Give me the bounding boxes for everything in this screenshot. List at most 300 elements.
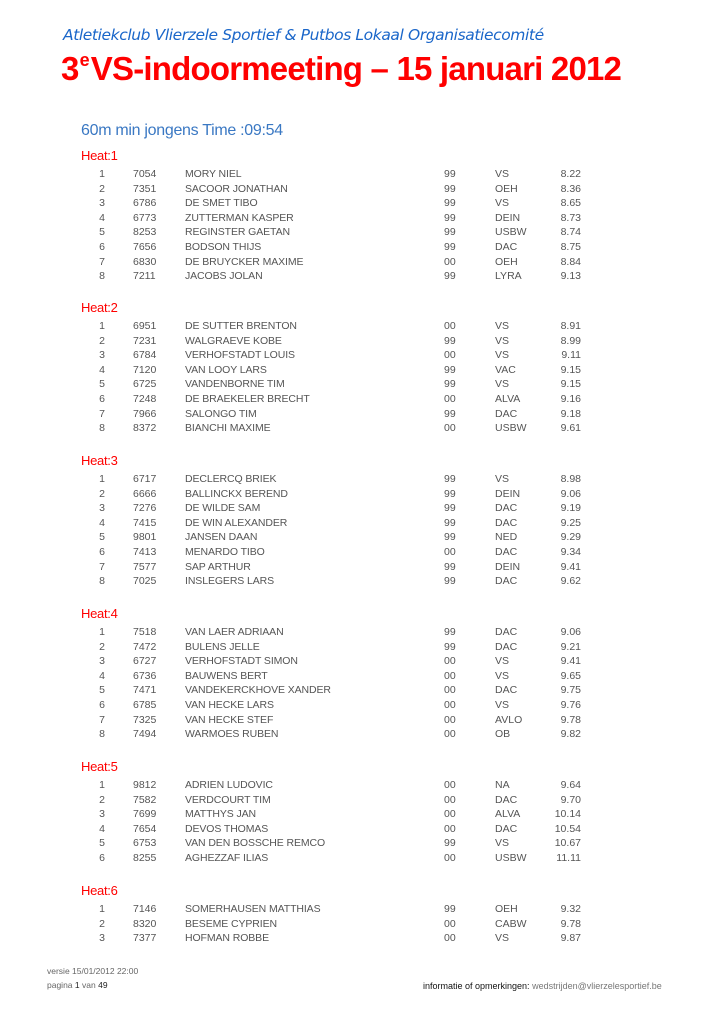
cell-bib: 6786 [133, 197, 157, 210]
cell-club: DAC [495, 822, 518, 835]
cell-pos: 3 [99, 197, 105, 210]
cell-name: DE WILDE SAM [185, 502, 261, 515]
page-sep: van [82, 980, 96, 990]
cell-pos: 1 [99, 320, 105, 332]
cell-bib: 9812 [133, 779, 157, 791]
result-row [0, 918, 725, 933]
cell-year: 99 [444, 197, 456, 210]
heat-label: Heat:3 [81, 453, 118, 468]
cell-name: BALLINCKX BEREND [185, 487, 288, 500]
heat-label: Heat:6 [81, 883, 118, 898]
cell-name: VAN DEN BOSSCHE REMCO [185, 837, 326, 850]
cell-year: 00 [444, 546, 456, 558]
result-row [0, 531, 725, 546]
cell-club: DAC [495, 407, 518, 420]
result-row [0, 408, 725, 423]
cell-time: 9.34 [560, 546, 581, 558]
cell-name: BODSON THIJS [185, 241, 262, 253]
result-row [0, 837, 725, 852]
cell-bib: 7231 [133, 334, 157, 347]
cell-pos: 1 [99, 626, 105, 638]
cell-time: 9.41 [560, 655, 581, 668]
cell-club: DAC [495, 684, 518, 697]
cell-bib: 8320 [133, 917, 157, 930]
cell-pos: 8 [99, 270, 105, 283]
cell-time: 8.98 [560, 473, 581, 485]
cell-year: 99 [444, 241, 456, 253]
meeting-title [61, 50, 621, 88]
result-row [0, 728, 725, 743]
result-row [0, 422, 725, 437]
cell-time: 8.73 [560, 211, 581, 224]
cell-pos: 6 [99, 852, 105, 864]
result-row [0, 393, 725, 408]
cell-time: 9.75 [560, 684, 581, 697]
cell-name: SAP ARTHUR [185, 560, 251, 573]
cell-year: 00 [444, 699, 456, 711]
cell-year: 00 [444, 393, 456, 405]
cell-club: OEH [495, 255, 518, 268]
cell-bib: 7025 [133, 575, 157, 588]
cell-pos: 2 [99, 182, 105, 195]
info-email[interactable]: wedstrijden@vlierzelesportief.be [532, 981, 662, 991]
cell-bib: 7699 [133, 808, 157, 821]
cell-club: VS [495, 655, 510, 668]
cell-bib: 6784 [133, 349, 157, 362]
result-row [0, 270, 725, 285]
cell-club: DEIN [495, 560, 521, 573]
cell-name: BIANCHI MAXIME [185, 422, 271, 435]
result-row [0, 226, 725, 241]
cell-bib: 6727 [133, 655, 157, 668]
cell-year: 99 [444, 226, 456, 239]
cell-name: DE SMET TIBO [185, 197, 258, 210]
cell-year: 99 [444, 270, 456, 283]
cell-pos: 2 [99, 917, 105, 930]
result-row [0, 808, 725, 823]
result-row [0, 575, 725, 590]
cell-year: 99 [444, 363, 456, 376]
result-row [0, 641, 725, 656]
cell-name: SACOOR JONATHAN [185, 182, 288, 195]
cell-bib: 6736 [133, 669, 157, 682]
cell-year: 99 [444, 516, 456, 529]
cell-time: 9.61 [560, 422, 581, 435]
cell-year: 00 [444, 932, 456, 945]
cell-club: USBW [495, 226, 527, 239]
page-prefix: pagina [47, 980, 73, 990]
cell-pos: 1 [99, 473, 105, 485]
cell-bib: 7120 [133, 363, 157, 376]
result-row [0, 932, 725, 947]
result-row [0, 684, 725, 699]
cell-name: HOFMAN ROBBE [185, 932, 269, 945]
cell-name: VANDENBORNE TIM [185, 378, 285, 391]
cell-bib: 6666 [133, 487, 157, 500]
cell-name: AGHEZZAF ILIAS [185, 852, 269, 864]
cell-pos: 3 [99, 932, 105, 945]
cell-name: JANSEN DAAN [185, 531, 258, 544]
cell-bib: 7146 [133, 903, 157, 915]
cell-year: 00 [444, 255, 456, 268]
title-number: 3 [61, 50, 79, 87]
cell-time: 9.16 [560, 393, 581, 405]
cell-year: 99 [444, 473, 456, 485]
result-row [0, 903, 725, 918]
cell-pos: 6 [99, 241, 105, 253]
cell-pos: 5 [99, 837, 105, 850]
cell-bib: 6830 [133, 255, 157, 268]
cell-club: OB [495, 728, 511, 741]
cell-time: 9.41 [560, 560, 581, 573]
cell-year: 99 [444, 837, 456, 850]
cell-bib: 6785 [133, 699, 157, 711]
cell-pos: 2 [99, 640, 105, 653]
cell-pos: 7 [99, 255, 105, 268]
cell-pos: 2 [99, 334, 105, 347]
cell-club: VS [495, 932, 510, 945]
cell-name: VAN LAER ADRIAAN [185, 626, 284, 638]
cell-name: WARMOES RUBEN [185, 728, 279, 741]
result-row [0, 241, 725, 256]
cell-club: VS [495, 334, 510, 347]
heat-label: Heat:2 [81, 300, 118, 315]
result-row [0, 561, 725, 576]
result-row [0, 517, 725, 532]
cell-pos: 4 [99, 516, 105, 529]
cell-club: VAC [495, 363, 516, 376]
result-row [0, 183, 725, 198]
footer-version: versie 15/01/2012 22:00 [47, 966, 139, 976]
page-current: 1 [74, 980, 80, 990]
result-row [0, 212, 725, 227]
cell-club: LYRA [495, 270, 522, 283]
cell-name: DECLERCQ BRIEK [185, 473, 277, 485]
cell-pos: 3 [99, 655, 105, 668]
cell-club: OEH [495, 903, 518, 915]
heat-label: Heat:4 [81, 606, 118, 621]
cell-club: OEH [495, 182, 518, 195]
cell-name: DE BRUYCKER MAXIME [185, 255, 304, 268]
cell-name: VANDEKERCKHOVE XANDER [185, 684, 331, 697]
cell-bib: 6773 [133, 211, 157, 224]
result-row [0, 794, 725, 809]
cell-time: 9.13 [560, 270, 581, 283]
cell-pos: 1 [99, 903, 105, 915]
cell-year: 99 [444, 182, 456, 195]
result-row [0, 714, 725, 729]
result-row [0, 699, 725, 714]
cell-club: VS [495, 473, 510, 485]
cell-time: 9.65 [560, 669, 581, 682]
cell-time: 9.06 [560, 626, 581, 638]
cell-pos: 5 [99, 684, 105, 697]
cell-year: 00 [444, 779, 456, 791]
cell-year: 00 [444, 669, 456, 682]
result-row [0, 168, 725, 183]
cell-pos: 4 [99, 363, 105, 376]
cell-time: 8.75 [560, 241, 581, 253]
cell-time: 8.22 [560, 168, 581, 180]
cell-time: 11.11 [556, 852, 581, 864]
organizer-title: Atletiekclub Vlierzele Sportief & Putbos Lokaal Organisatiecomité [63, 26, 544, 44]
result-row [0, 488, 725, 503]
cell-bib: 8255 [133, 852, 157, 864]
heat-label: Heat:5 [81, 759, 118, 774]
cell-time: 9.78 [560, 917, 581, 930]
cell-year: 00 [444, 349, 456, 362]
cell-name: REGINSTER GAETAN [185, 226, 290, 239]
cell-bib: 8253 [133, 226, 157, 239]
result-row [0, 546, 725, 561]
result-row [0, 670, 725, 685]
cell-name: VERHOFSTADT SIMON [185, 655, 298, 668]
cell-year: 00 [444, 713, 456, 726]
cell-time: 9.82 [560, 728, 581, 741]
cell-pos: 7 [99, 713, 105, 726]
result-row [0, 349, 725, 364]
cell-club: ALVA [495, 808, 521, 821]
cell-club: VS [495, 837, 510, 850]
cell-club: USBW [495, 852, 527, 864]
cell-time: 8.84 [560, 255, 581, 268]
cell-name: DEVOS THOMAS [185, 822, 269, 835]
cell-time: 10.67 [554, 837, 581, 850]
cell-year: 00 [444, 808, 456, 821]
cell-year: 99 [444, 502, 456, 515]
cell-year: 99 [444, 407, 456, 420]
cell-name: VERDCOURT TIM [185, 793, 271, 806]
cell-time: 9.15 [560, 363, 581, 376]
cell-bib: 7413 [133, 546, 157, 558]
cell-pos: 3 [99, 808, 105, 821]
cell-pos: 5 [99, 226, 105, 239]
cell-pos: 4 [99, 211, 105, 224]
result-row [0, 823, 725, 838]
cell-bib: 7276 [133, 502, 157, 515]
cell-club: DAC [495, 546, 518, 558]
cell-time: 8.36 [560, 182, 581, 195]
cell-year: 99 [444, 531, 456, 544]
cell-pos: 4 [99, 669, 105, 682]
cell-pos: 6 [99, 393, 105, 405]
cell-club: DAC [495, 502, 518, 515]
cell-time: 9.62 [560, 575, 581, 588]
cell-time: 9.25 [560, 516, 581, 529]
cell-name: VERHOFSTADT LOUIS [185, 349, 295, 362]
cell-bib: 7377 [133, 932, 157, 945]
cell-bib: 7211 [133, 270, 156, 283]
result-row [0, 364, 725, 379]
cell-club: DEIN [495, 211, 521, 224]
cell-time: 9.18 [560, 407, 581, 420]
cell-club: VS [495, 320, 510, 332]
cell-name: ADRIEN LUDOVIC [185, 779, 273, 791]
cell-year: 00 [444, 320, 456, 332]
cell-time: 8.65 [560, 197, 581, 210]
cell-year: 99 [444, 626, 456, 638]
cell-bib: 7325 [133, 713, 157, 726]
cell-time: 10.14 [554, 808, 581, 821]
cell-time: 9.78 [560, 713, 581, 726]
cell-year: 99 [444, 640, 456, 653]
cell-pos: 2 [99, 487, 105, 500]
cell-year: 00 [444, 852, 456, 864]
result-row [0, 626, 725, 641]
cell-club: DAC [495, 575, 518, 588]
cell-bib: 6951 [133, 320, 157, 332]
footer-pagination [47, 980, 108, 990]
cell-time: 9.06 [560, 487, 581, 500]
cell-time: 8.74 [560, 226, 581, 239]
cell-name: DE SUTTER BRENTON [185, 320, 297, 332]
cell-year: 00 [444, 655, 456, 668]
cell-time: 10.54 [554, 822, 581, 835]
cell-time: 9.21 [560, 640, 581, 653]
event-title: 60m min jongens Time :09:54 [81, 122, 283, 139]
result-row [0, 197, 725, 212]
cell-year: 00 [444, 793, 456, 806]
cell-name: JACOBS JOLAN [185, 270, 263, 283]
cell-pos: 7 [99, 407, 105, 420]
result-row [0, 378, 725, 393]
cell-pos: 5 [99, 531, 105, 544]
cell-bib: 7248 [133, 393, 157, 405]
cell-time: 9.76 [560, 699, 581, 711]
cell-bib: 6753 [133, 837, 157, 850]
cell-club: DEIN [495, 487, 521, 500]
cell-year: 99 [444, 903, 456, 915]
cell-time: 9.19 [560, 502, 581, 515]
cell-name: SALONGO TIM [185, 407, 257, 420]
cell-name: SOMERHAUSEN MATTHIAS [185, 903, 321, 915]
cell-name: WALGRAEVE KOBE [185, 334, 282, 347]
cell-bib: 6717 [133, 473, 157, 485]
cell-bib: 7582 [133, 793, 157, 806]
cell-name: BAUWENS BERT [185, 669, 268, 682]
cell-time: 9.11 [561, 349, 581, 362]
cell-time: 9.87 [560, 932, 581, 945]
cell-club: DAC [495, 516, 518, 529]
cell-pos: 6 [99, 699, 105, 711]
cell-bib: 9801 [133, 531, 157, 544]
cell-bib: 7577 [133, 560, 157, 573]
cell-club: VS [495, 378, 510, 391]
cell-bib: 8372 [133, 422, 157, 435]
cell-bib: 7415 [133, 516, 157, 529]
cell-year: 99 [444, 168, 456, 180]
cell-year: 00 [444, 822, 456, 835]
cell-club: NA [495, 779, 510, 791]
cell-year: 00 [444, 728, 456, 741]
cell-pos: 8 [99, 422, 105, 435]
info-label: informatie of opmerkingen: [423, 981, 530, 991]
cell-pos: 1 [99, 168, 105, 180]
cell-name: VAN HECKE STEF [185, 713, 274, 726]
cell-year: 99 [444, 560, 456, 573]
cell-bib: 7054 [133, 168, 157, 180]
cell-pos: 3 [99, 502, 105, 515]
cell-bib: 7494 [133, 728, 157, 741]
cell-pos: 8 [99, 575, 105, 588]
cell-bib: 7518 [133, 626, 157, 638]
cell-year: 99 [444, 575, 456, 588]
cell-bib: 7654 [133, 822, 157, 835]
result-row [0, 473, 725, 488]
cell-pos: 1 [99, 779, 105, 791]
cell-name: MENARDO TIBO [185, 546, 265, 558]
cell-year: 99 [444, 334, 456, 347]
cell-bib: 7472 [133, 640, 157, 653]
cell-club: AVLO [495, 713, 523, 726]
cell-pos: 6 [99, 546, 105, 558]
cell-club: DAC [495, 626, 518, 638]
cell-club: USBW [495, 422, 527, 435]
result-row [0, 320, 725, 335]
result-row [0, 256, 725, 271]
cell-club: NED [495, 531, 518, 544]
cell-name: BESEME CYPRIEN [185, 917, 277, 930]
cell-pos: 5 [99, 378, 105, 391]
heat-label: Heat:1 [81, 148, 118, 163]
cell-year: 99 [444, 211, 456, 224]
cell-name: VAN LOOY LARS [185, 363, 267, 376]
page-total: 49 [98, 980, 108, 990]
result-row [0, 502, 725, 517]
result-row [0, 655, 725, 670]
cell-club: ALVA [495, 393, 521, 405]
cell-time: 9.15 [560, 378, 581, 391]
result-row [0, 852, 725, 867]
cell-year: 00 [444, 684, 456, 697]
cell-time: 9.64 [560, 779, 581, 791]
cell-club: VS [495, 669, 510, 682]
cell-club: DAC [495, 793, 518, 806]
cell-bib: 6725 [133, 378, 157, 391]
cell-club: VS [495, 349, 510, 362]
cell-name: BULENS JELLE [185, 640, 260, 653]
cell-time: 8.99 [560, 334, 581, 347]
cell-pos: 7 [99, 560, 105, 573]
cell-club: DAC [495, 241, 518, 253]
cell-name: MORY NIEL [185, 168, 242, 180]
result-row [0, 779, 725, 794]
cell-pos: 2 [99, 793, 105, 806]
cell-year: 99 [444, 378, 456, 391]
cell-club: VS [495, 168, 510, 180]
cell-year: 00 [444, 917, 456, 930]
title-superscript: e [79, 50, 89, 70]
cell-bib: 7471 [133, 684, 157, 697]
cell-time: 9.29 [560, 531, 581, 544]
cell-pos: 4 [99, 822, 105, 835]
cell-club: DAC [495, 640, 518, 653]
cell-name: ZUTTERMAN KASPER [185, 211, 294, 224]
result-row [0, 335, 725, 350]
cell-bib: 7656 [133, 241, 157, 253]
cell-time: 9.70 [560, 793, 581, 806]
cell-name: VAN HECKE LARS [185, 699, 274, 711]
cell-club: CABW [495, 917, 527, 930]
cell-time: 8.91 [560, 320, 581, 332]
cell-club: VS [495, 197, 510, 210]
cell-name: DE BRAEKELER BRECHT [185, 393, 310, 405]
cell-bib: 7351 [133, 182, 157, 195]
cell-pos: 3 [99, 349, 105, 362]
cell-time: 9.32 [560, 903, 581, 915]
cell-name: DE WIN ALEXANDER [185, 516, 288, 529]
cell-year: 00 [444, 422, 456, 435]
